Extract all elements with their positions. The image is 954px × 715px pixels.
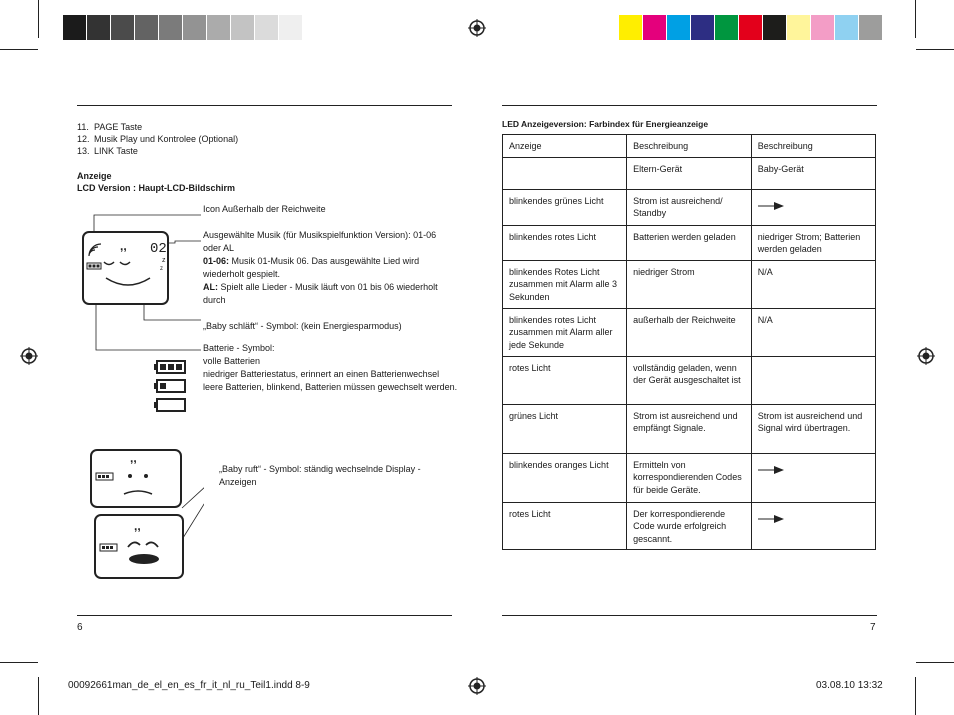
process-swatch <box>667 15 691 40</box>
table-cell <box>751 356 875 404</box>
table-cell: Batterien werden geladen <box>627 225 752 260</box>
grayscale-swatch <box>111 15 135 40</box>
process-swatch <box>691 15 715 40</box>
process-swatch <box>787 15 811 40</box>
table-cell: niedriger Strom <box>627 260 752 308</box>
grayscale-swatch <box>87 15 111 40</box>
grayscale-swatch <box>231 15 255 40</box>
table-cell <box>751 453 875 502</box>
numbered-list <box>77 121 238 157</box>
grayscale-swatch <box>159 15 183 40</box>
process-swatch <box>643 15 667 40</box>
svg-text:,,: ,, <box>120 239 127 253</box>
svg-text:z: z <box>160 266 163 272</box>
table-cell: rotes Licht <box>503 356 627 404</box>
grayscale-color-bar <box>63 15 327 40</box>
crop-mark <box>915 677 916 715</box>
table-cell: blinkendes grünes Licht <box>503 189 627 225</box>
crop-mark <box>38 0 39 38</box>
process-swatch <box>859 15 883 40</box>
annotation-out-of-range: Icon Außerhalb der Reichweite <box>203 204 326 214</box>
svg-text:,,: ,, <box>130 451 137 465</box>
table-cell: blinkendes rotes Licht <box>503 225 627 260</box>
process-swatch <box>715 15 739 40</box>
footer-rule-left <box>77 615 452 616</box>
annotation-baby-sleeping: „Baby schläft“ - Symbol: (kein Energiesparmodus) <box>203 321 402 331</box>
table-row <box>503 260 876 308</box>
table-cell: Strom ist ausreichend/ Standby <box>627 189 752 225</box>
grayscale-swatch <box>135 15 159 40</box>
date-slug: 03.08.10 13:32 <box>816 680 883 691</box>
annotation-music: Ausgewählte Musik (für Musikspielfunktion Version): 01-06 oder AL 01-06: Musik 01-Musik 06. Das ausgewählte Lied wird wiederholt gespielt. AL: Spielt alle Lieder - Musik läuft von 01 bis 06 wiederholt durch <box>203 230 438 305</box>
grayscale-swatch <box>279 15 303 40</box>
lcd-diagram <box>78 205 204 615</box>
table-cell: blinkendes oranges Licht <box>503 453 627 502</box>
lcd-digits: 02 <box>150 241 167 257</box>
annotation-battery: Batterie - Symbol: volle Batterien niedriger Batteriestatus, erinnert an einen Batterienwechsel leere Batterien, blinkend, Batterien müssen gewechselt werden. <box>203 343 458 392</box>
table-cell: rotes Licht <box>503 502 627 550</box>
grayscale-swatch <box>255 15 279 40</box>
process-swatch <box>763 15 787 40</box>
process-swatch <box>811 15 835 40</box>
process-color-bar <box>619 15 883 40</box>
crop-mark <box>915 0 916 38</box>
table-cell: Baby-Gerät <box>751 157 875 189</box>
crop-mark <box>916 49 954 50</box>
table-cell: niedriger Strom; Batterien werden geladen <box>751 225 875 260</box>
list-item: 13. LINK Taste <box>77 146 138 156</box>
table-cell: blinkendes rotes Licht zusammen mit Alarm aller jede Sekunde <box>503 308 627 356</box>
arrow-right-icon <box>758 201 784 211</box>
table-cell: Anzeige <box>503 135 627 158</box>
page-number-right: 7 <box>870 622 876 633</box>
table-cell: Beschreibung <box>751 135 875 158</box>
table-cell <box>751 502 875 550</box>
footer-rule-right <box>502 615 877 616</box>
page-number-left: 6 <box>77 622 83 633</box>
process-swatch <box>619 15 643 40</box>
table-title: LED Anzeigeversion: Farbindex für Energieanzeige <box>502 119 709 129</box>
crop-mark <box>0 662 38 663</box>
annotation-baby-calling: „Baby ruft“ - Symbol: ständig wechselnde Display - Anzeigen <box>219 464 421 487</box>
table-cell: grünes Licht <box>503 404 627 453</box>
table-cell: Strom ist ausreichend und Signal wird übertragen. <box>751 404 875 453</box>
arrow-right-icon <box>758 465 784 475</box>
table-cell: N/A <box>751 308 875 356</box>
list-item: 12. Musik Play und Kontrolee (Optional) <box>77 134 239 144</box>
table-row <box>503 189 876 225</box>
table-row <box>503 135 876 158</box>
section-heading: Anzeige <box>77 171 112 181</box>
list-item: 11. PAGE Taste <box>77 122 143 132</box>
registration-mark-icon <box>20 347 38 365</box>
table-row <box>503 404 876 453</box>
table-cell: N/A <box>751 260 875 308</box>
table-cell: Strom ist ausreichend und empfängt Signale. <box>627 404 752 453</box>
header-rule-left <box>77 105 452 106</box>
table-cell: Ermitteln von korrespondierenden Codes für beide Geräte. <box>627 453 752 502</box>
svg-text:,,: ,, <box>134 519 141 533</box>
crop-mark <box>38 677 39 715</box>
grayscale-swatch <box>63 15 87 40</box>
arrow-right-icon <box>758 514 784 524</box>
table-row <box>503 157 876 189</box>
process-swatch <box>739 15 763 40</box>
registration-mark-icon <box>468 19 486 37</box>
table-cell: Eltern-Gerät <box>627 157 752 189</box>
table-cell: Beschreibung <box>627 135 752 158</box>
led-table <box>502 134 876 550</box>
table-cell: blinkendes Rotes Licht zusammen mit Alarm alle 3 Sekunden <box>503 260 627 308</box>
grayscale-swatch <box>207 15 231 40</box>
registration-mark-icon <box>917 347 935 365</box>
table-cell: vollständig geladen, wenn der Gerät ausgeschaltet ist <box>627 356 752 404</box>
registration-mark-icon <box>468 677 486 695</box>
process-swatch <box>835 15 859 40</box>
table-row <box>503 308 876 356</box>
table-row <box>503 356 876 404</box>
table-cell: Der korrespondierende Code wurde erfolgreich gescannt. <box>627 502 752 550</box>
table-row <box>503 502 876 550</box>
header-rule-right <box>502 105 877 106</box>
crop-mark <box>0 49 38 50</box>
table-cell: außerhalb der Reichweite <box>627 308 752 356</box>
table-row <box>503 453 876 502</box>
table-cell <box>751 189 875 225</box>
grayscale-swatch <box>183 15 207 40</box>
svg-text:z: z <box>162 257 166 264</box>
file-slug: 00092661man_de_el_en_es_fr_it_nl_ru_Teil1.indd 8-9 <box>68 680 310 691</box>
table-row <box>503 225 876 260</box>
table-cell <box>503 157 627 189</box>
crop-mark <box>916 662 954 663</box>
section-subheading: LCD Version : Haupt-LCD-Bildschirm <box>77 183 236 193</box>
grayscale-swatch <box>303 15 327 40</box>
